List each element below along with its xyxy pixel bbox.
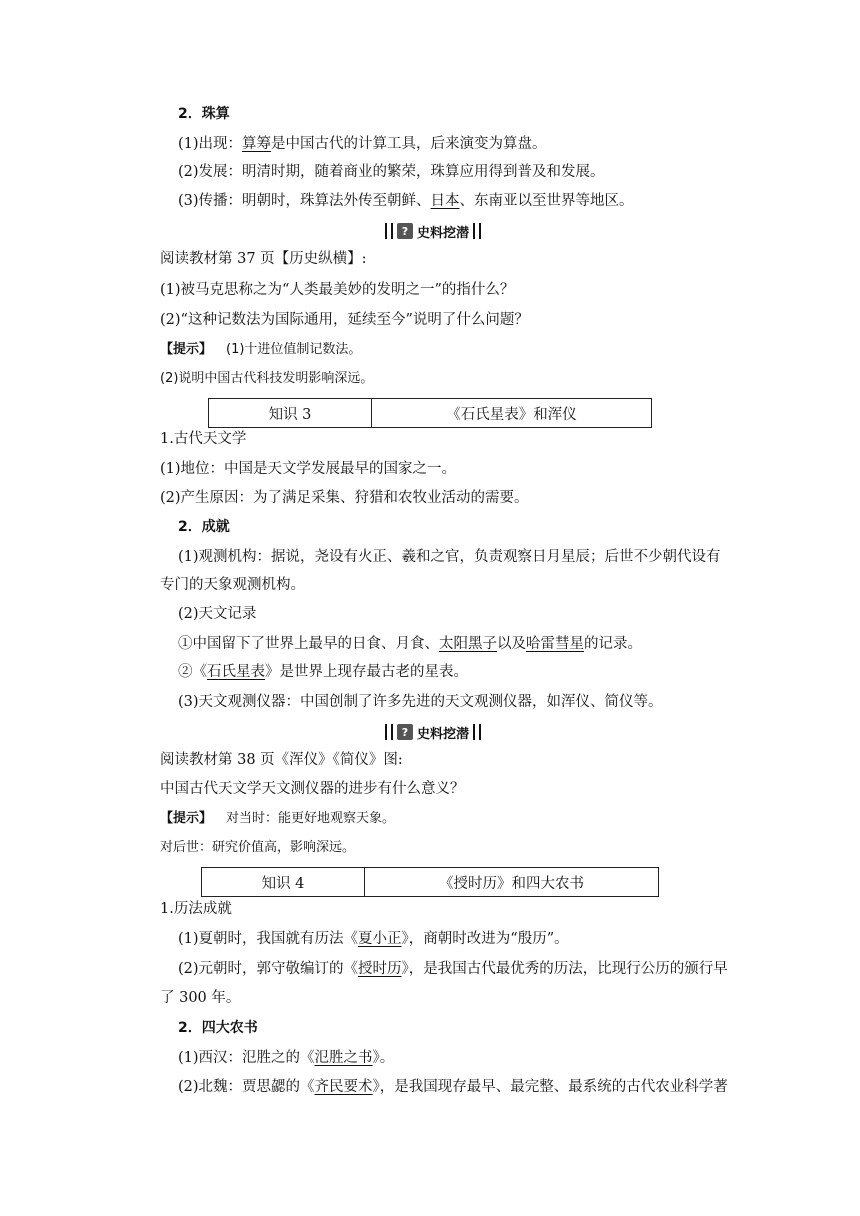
table-cell-title: 《授时历》和四大农书 bbox=[365, 868, 659, 897]
hint-text: (1)十进位值制记数法。 bbox=[226, 342, 362, 357]
underlined-term: 授时历 bbox=[358, 961, 402, 977]
underlined-term: 日本 bbox=[430, 193, 460, 209]
text-fragment: (2)北魏：贾思勰的《 bbox=[178, 1079, 315, 1095]
banner-bar bbox=[391, 223, 393, 239]
text-line bbox=[178, 929, 569, 949]
text-fragment: 是中国古代的计算工具，后来演变为算盘。 bbox=[271, 136, 547, 152]
table-cell-title: 《石氏星表》和浑仪 bbox=[372, 399, 652, 428]
text-line bbox=[178, 959, 728, 979]
text-line: (2)“这种记数法为国际通用，延续至今”说明了什么问题？ bbox=[160, 312, 529, 328]
knowledge-table-3 bbox=[208, 398, 652, 428]
hint-label: 【提示】 bbox=[160, 342, 213, 357]
subheading: 1.历法成就 bbox=[160, 901, 232, 917]
banner-bar bbox=[385, 223, 387, 239]
text-line: (3)天文观测仪器：中国创制了许多先进的天文观测仪器，如浑仪、简仪等。 bbox=[178, 694, 663, 710]
text-fragment: 》，是我国古代最优秀的历法，比现行公历的颁行早 bbox=[401, 961, 728, 977]
text-line bbox=[178, 162, 605, 182]
text-fragment: (2)发展：明清时期，随着商业的繁荣，珠算应用得到普及和发展。 bbox=[178, 164, 605, 180]
text-fragment: (3)传播：明朝时，珠算法外传至朝鲜、 bbox=[178, 193, 431, 209]
text-fragment: (1)夏朝时，我国就有历法《 bbox=[178, 931, 359, 947]
text-fragment: 》。 bbox=[372, 1050, 395, 1066]
text-fragment: 的记录。 bbox=[584, 636, 642, 652]
underlined-term: 石氏星表 bbox=[207, 664, 265, 680]
underlined-term: 齐民要术 bbox=[314, 1079, 373, 1095]
table-cell-label: 知识 3 bbox=[209, 399, 372, 428]
text-line: (1)地位：中国是天文学发展最早的国家之一。 bbox=[160, 461, 457, 477]
text-line: 专门的天象观测机构。 bbox=[160, 577, 305, 593]
hint-line: (2)说明中国古代科技发明影响深远。 bbox=[160, 371, 374, 386]
banner-bar bbox=[385, 724, 387, 740]
subheading: 1.古代天文学 bbox=[160, 431, 247, 447]
section-banner bbox=[368, 220, 498, 242]
text-line bbox=[178, 1048, 394, 1068]
text-fragment: (1)西汉：氾胜之的《 bbox=[178, 1050, 315, 1066]
banner-bar bbox=[473, 724, 475, 740]
text-line: (1)观测机构：据说，尧设有火正、羲和之官，负责观察日月星辰；后世不少朝代设有 bbox=[178, 549, 721, 565]
text-fragment: (2)元朝时，郭守敬编订的《 bbox=[178, 961, 359, 977]
text-fragment: 、东南亚以至世界等地区。 bbox=[459, 193, 634, 209]
banner-bar bbox=[473, 223, 475, 239]
hint-line: 对后世：研究价值高，影响深远。 bbox=[160, 840, 356, 855]
text-line: 中国古代天文学天文测仪器的进步有什么意义？ bbox=[160, 781, 465, 797]
section-heading-abacus: 2．珠算 bbox=[178, 106, 230, 122]
text-line: (2)天文记录 bbox=[178, 606, 257, 622]
hint-text: 对当时：能更好地观察天象。 bbox=[226, 811, 396, 826]
banner-label: 史料挖潜 bbox=[416, 726, 469, 742]
underlined-term: 氾胜之书 bbox=[314, 1050, 373, 1066]
text-fragment: (1)出现： bbox=[178, 136, 243, 152]
text-fragment: 》，是我国现存最早、最完整、最系统的古代农业科学著 bbox=[372, 1079, 728, 1095]
underlined-term: 夏小正 bbox=[358, 931, 402, 947]
section-heading-achievements: 2．成就 bbox=[178, 519, 230, 535]
hint-label: 【提示】 bbox=[160, 811, 213, 826]
hint-line bbox=[160, 809, 395, 829]
hint-line bbox=[160, 340, 361, 360]
underlined-term: 算筹 bbox=[242, 136, 272, 152]
text-line: 阅读教材第 37 页【历史纵横】: bbox=[160, 251, 367, 267]
text-fragment: 》是世界上现存最古老的星表。 bbox=[265, 664, 468, 680]
text-line: (2)产生原因：为了满足采集、狩猎和农牧业活动的需要。 bbox=[160, 490, 529, 506]
underlined-term: 哈雷彗星 bbox=[526, 636, 584, 652]
table-cell-label: 知识 4 bbox=[202, 868, 365, 897]
text-fragment: 以及 bbox=[497, 636, 526, 652]
banner-label: 史料挖潜 bbox=[416, 225, 469, 241]
underlined-term: 太阳黑子 bbox=[439, 636, 497, 652]
text-line: 阅读教材第 38 页《浑仪》《简仪》图: bbox=[160, 752, 403, 768]
question-icon: ? bbox=[397, 724, 413, 740]
banner-bar bbox=[479, 724, 481, 740]
text-line bbox=[178, 1077, 728, 1097]
banner-bar bbox=[391, 724, 393, 740]
banner-bar bbox=[479, 223, 481, 239]
text-line bbox=[178, 634, 642, 654]
question-icon: ? bbox=[397, 223, 413, 239]
text-line bbox=[178, 134, 547, 154]
text-line: 了 300 年。 bbox=[160, 990, 241, 1006]
text-fragment: 》，商朝时改进为“殷历”。 bbox=[401, 931, 569, 947]
text-fragment: ①中国留下了世界上最早的日食、月食、 bbox=[178, 636, 439, 652]
section-heading-agri-books: 2．四大农书 bbox=[178, 1020, 258, 1036]
text-line bbox=[178, 662, 468, 682]
text-line: (1)被马克思称之为“人类最美妙的发明之一”的指什么？ bbox=[160, 282, 515, 298]
knowledge-table-4 bbox=[201, 867, 659, 897]
text-fragment: ②《 bbox=[178, 664, 207, 680]
text-line bbox=[178, 191, 634, 211]
section-banner bbox=[368, 721, 498, 743]
